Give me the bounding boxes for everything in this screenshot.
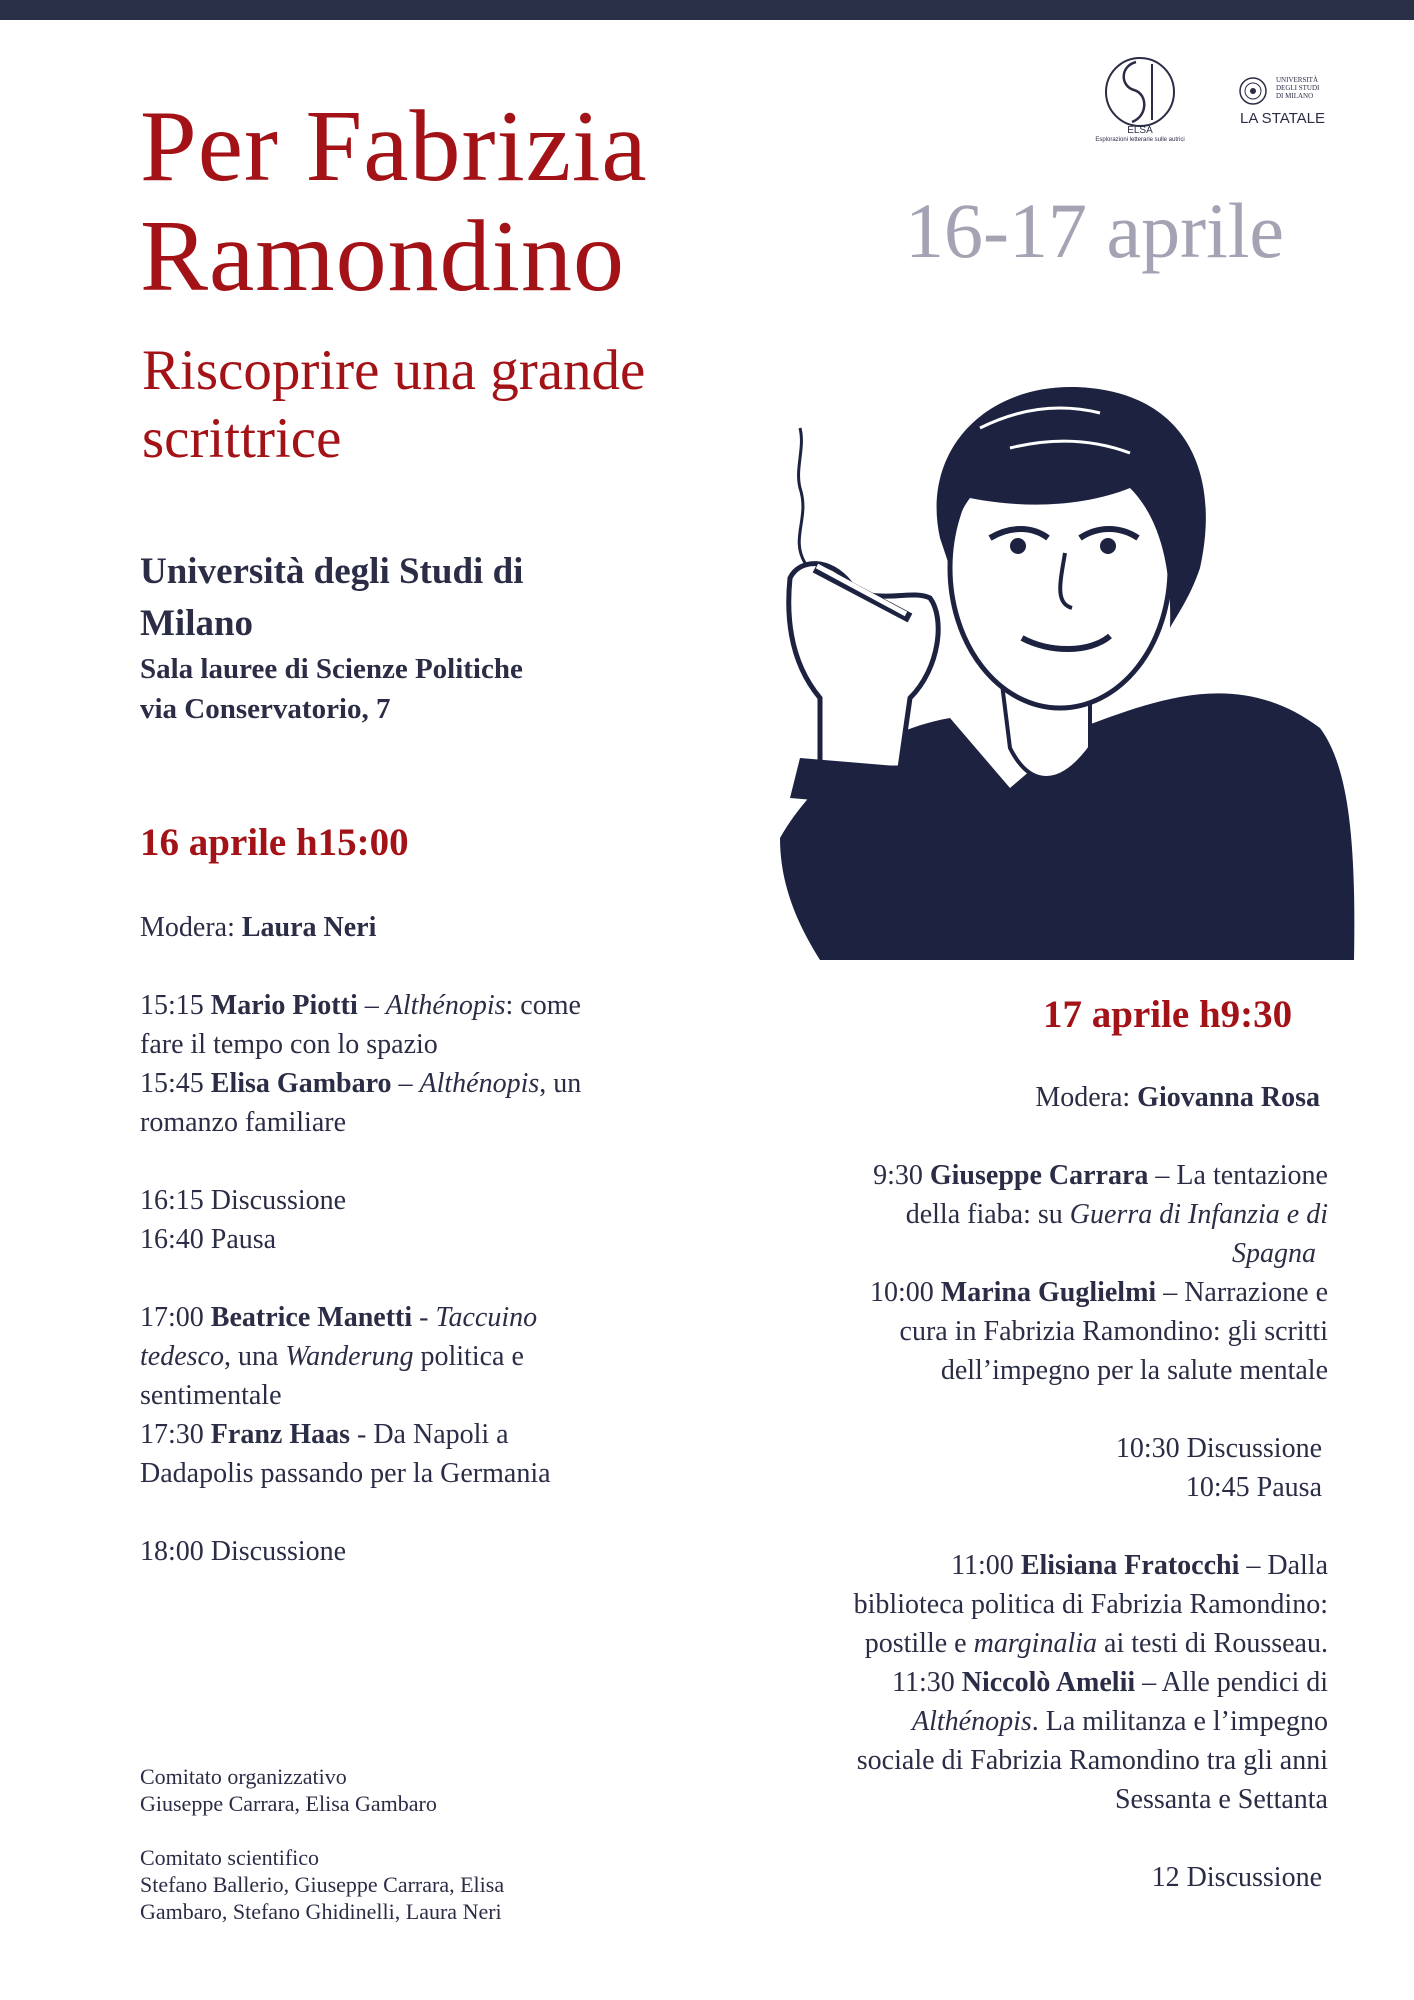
day1-talk1: 15:15 Mario Piotti – Althénopis: come fare il tempo con lo spazio [140, 990, 581, 1060]
elsa-tagline: Esplorazioni letterarie sulle autrici [1095, 137, 1185, 143]
day2-talk1: 9:30 Giuseppe Carrara – La tentazione della fiaba: su Guerra di Infanzia e di Spagna [873, 1160, 1328, 1269]
day2-program [745, 1078, 1328, 1897]
elsa-name: ELSA [1127, 125, 1153, 136]
org-committee-label: Comitato organizzativo [140, 1764, 347, 1789]
day2-pause: 10:45 Pausa [1185, 1472, 1322, 1503]
statale-line3: DI MILANO [1276, 92, 1314, 100]
venue-details [140, 649, 700, 729]
day1-discussion2: 18:00 Discussione [140, 1536, 347, 1567]
elsa-logo [1095, 52, 1185, 147]
day1-discussion1: 16:15 Discussione [140, 1185, 347, 1216]
title-line1: Per Fabrizia [140, 90, 648, 203]
day2-discussion1: 10:30 Discussione [1115, 1433, 1322, 1464]
day1-moderator: Laura Neri [241, 912, 377, 943]
statale-seal-icon [1238, 76, 1268, 106]
portrait-illustration [760, 368, 1360, 960]
committees [140, 1763, 660, 1925]
day2-talk3: 11:00 Elisiana Fratocchi – Dalla biblioteca politica di Fabrizia Ramondino: postille e marginalia ai testi di Rousseau. [853, 1550, 1328, 1659]
day2-discussion2: 12 Discussione [1151, 1862, 1322, 1893]
subtitle-line1: Riscoprire una grande [142, 339, 646, 402]
day1-moderator-line: Modera: Laura Neri [140, 912, 377, 943]
venue-name [140, 546, 660, 650]
day2-moderator: Giovanna Rosa [1137, 1082, 1320, 1113]
venue-line2: Milano [140, 603, 254, 644]
day2-heading: 17 aprile h9:30 [1043, 993, 1293, 1036]
day2-moderator-line: Modera: Giovanna Rosa [1035, 1082, 1320, 1113]
statale-line1: UNIVERSITÀ [1276, 76, 1318, 84]
subtitle-line2: scrittrice [142, 407, 342, 470]
top-bar [0, 0, 1414, 20]
sci-committee-members1: Stefano Ballerio, Giuseppe Carrara, Elisa [140, 1872, 505, 1897]
day2-talk4: 11:30 Niccolò Amelii – Alle pendici di Althénopis. La militanza e l’impegno sociale di Fabrizia Ramondino tra gli anni Sessanta e Settanta [856, 1667, 1328, 1815]
day2-talk2: 10:00 Marina Guglielmi – Narrazione e cura in Fabrizia Ramondino: gli scritti dell’impegno per la salute mentale [869, 1277, 1328, 1386]
venue-room: Sala lauree di Scienze Politiche [140, 653, 523, 685]
day1-pause: 16:40 Pausa [140, 1224, 277, 1255]
day1-talk3: 17:00 Beatrice Manetti - Taccuino tedesco, una Wanderung politica e sentimentale [140, 1302, 538, 1411]
event-dates: 16-17 aprile [905, 187, 1285, 274]
venue-line1: Università degli Studi di [140, 551, 524, 592]
statale-line2: DEGLI STUDI [1276, 84, 1320, 92]
title-line2: Ramondino [140, 200, 625, 313]
org-committee-members: Giuseppe Carrara, Elisa Gambaro [140, 1791, 437, 1816]
page-subtitle [142, 337, 645, 473]
day1-talk2: 15:45 Elisa Gambaro – Althénopis, un romanzo familiare [140, 1068, 582, 1138]
day1-talk4: 17:30 Franz Haas - Da Napoli a Dadapolis passando per la Germania [140, 1419, 551, 1489]
day1-program [140, 908, 680, 1571]
statale-logo [1238, 74, 1330, 134]
statale-name: LA STATALE [1240, 110, 1326, 127]
venue-address: via Conservatorio, 7 [140, 693, 391, 725]
sci-committee-label: Comitato scientifico [140, 1845, 320, 1870]
day1-heading: 16 aprile h15:00 [140, 821, 409, 864]
sci-committee-members2: Gambaro, Stefano Ghidinelli, Laura Neri [140, 1899, 502, 1924]
page-title [140, 92, 648, 312]
